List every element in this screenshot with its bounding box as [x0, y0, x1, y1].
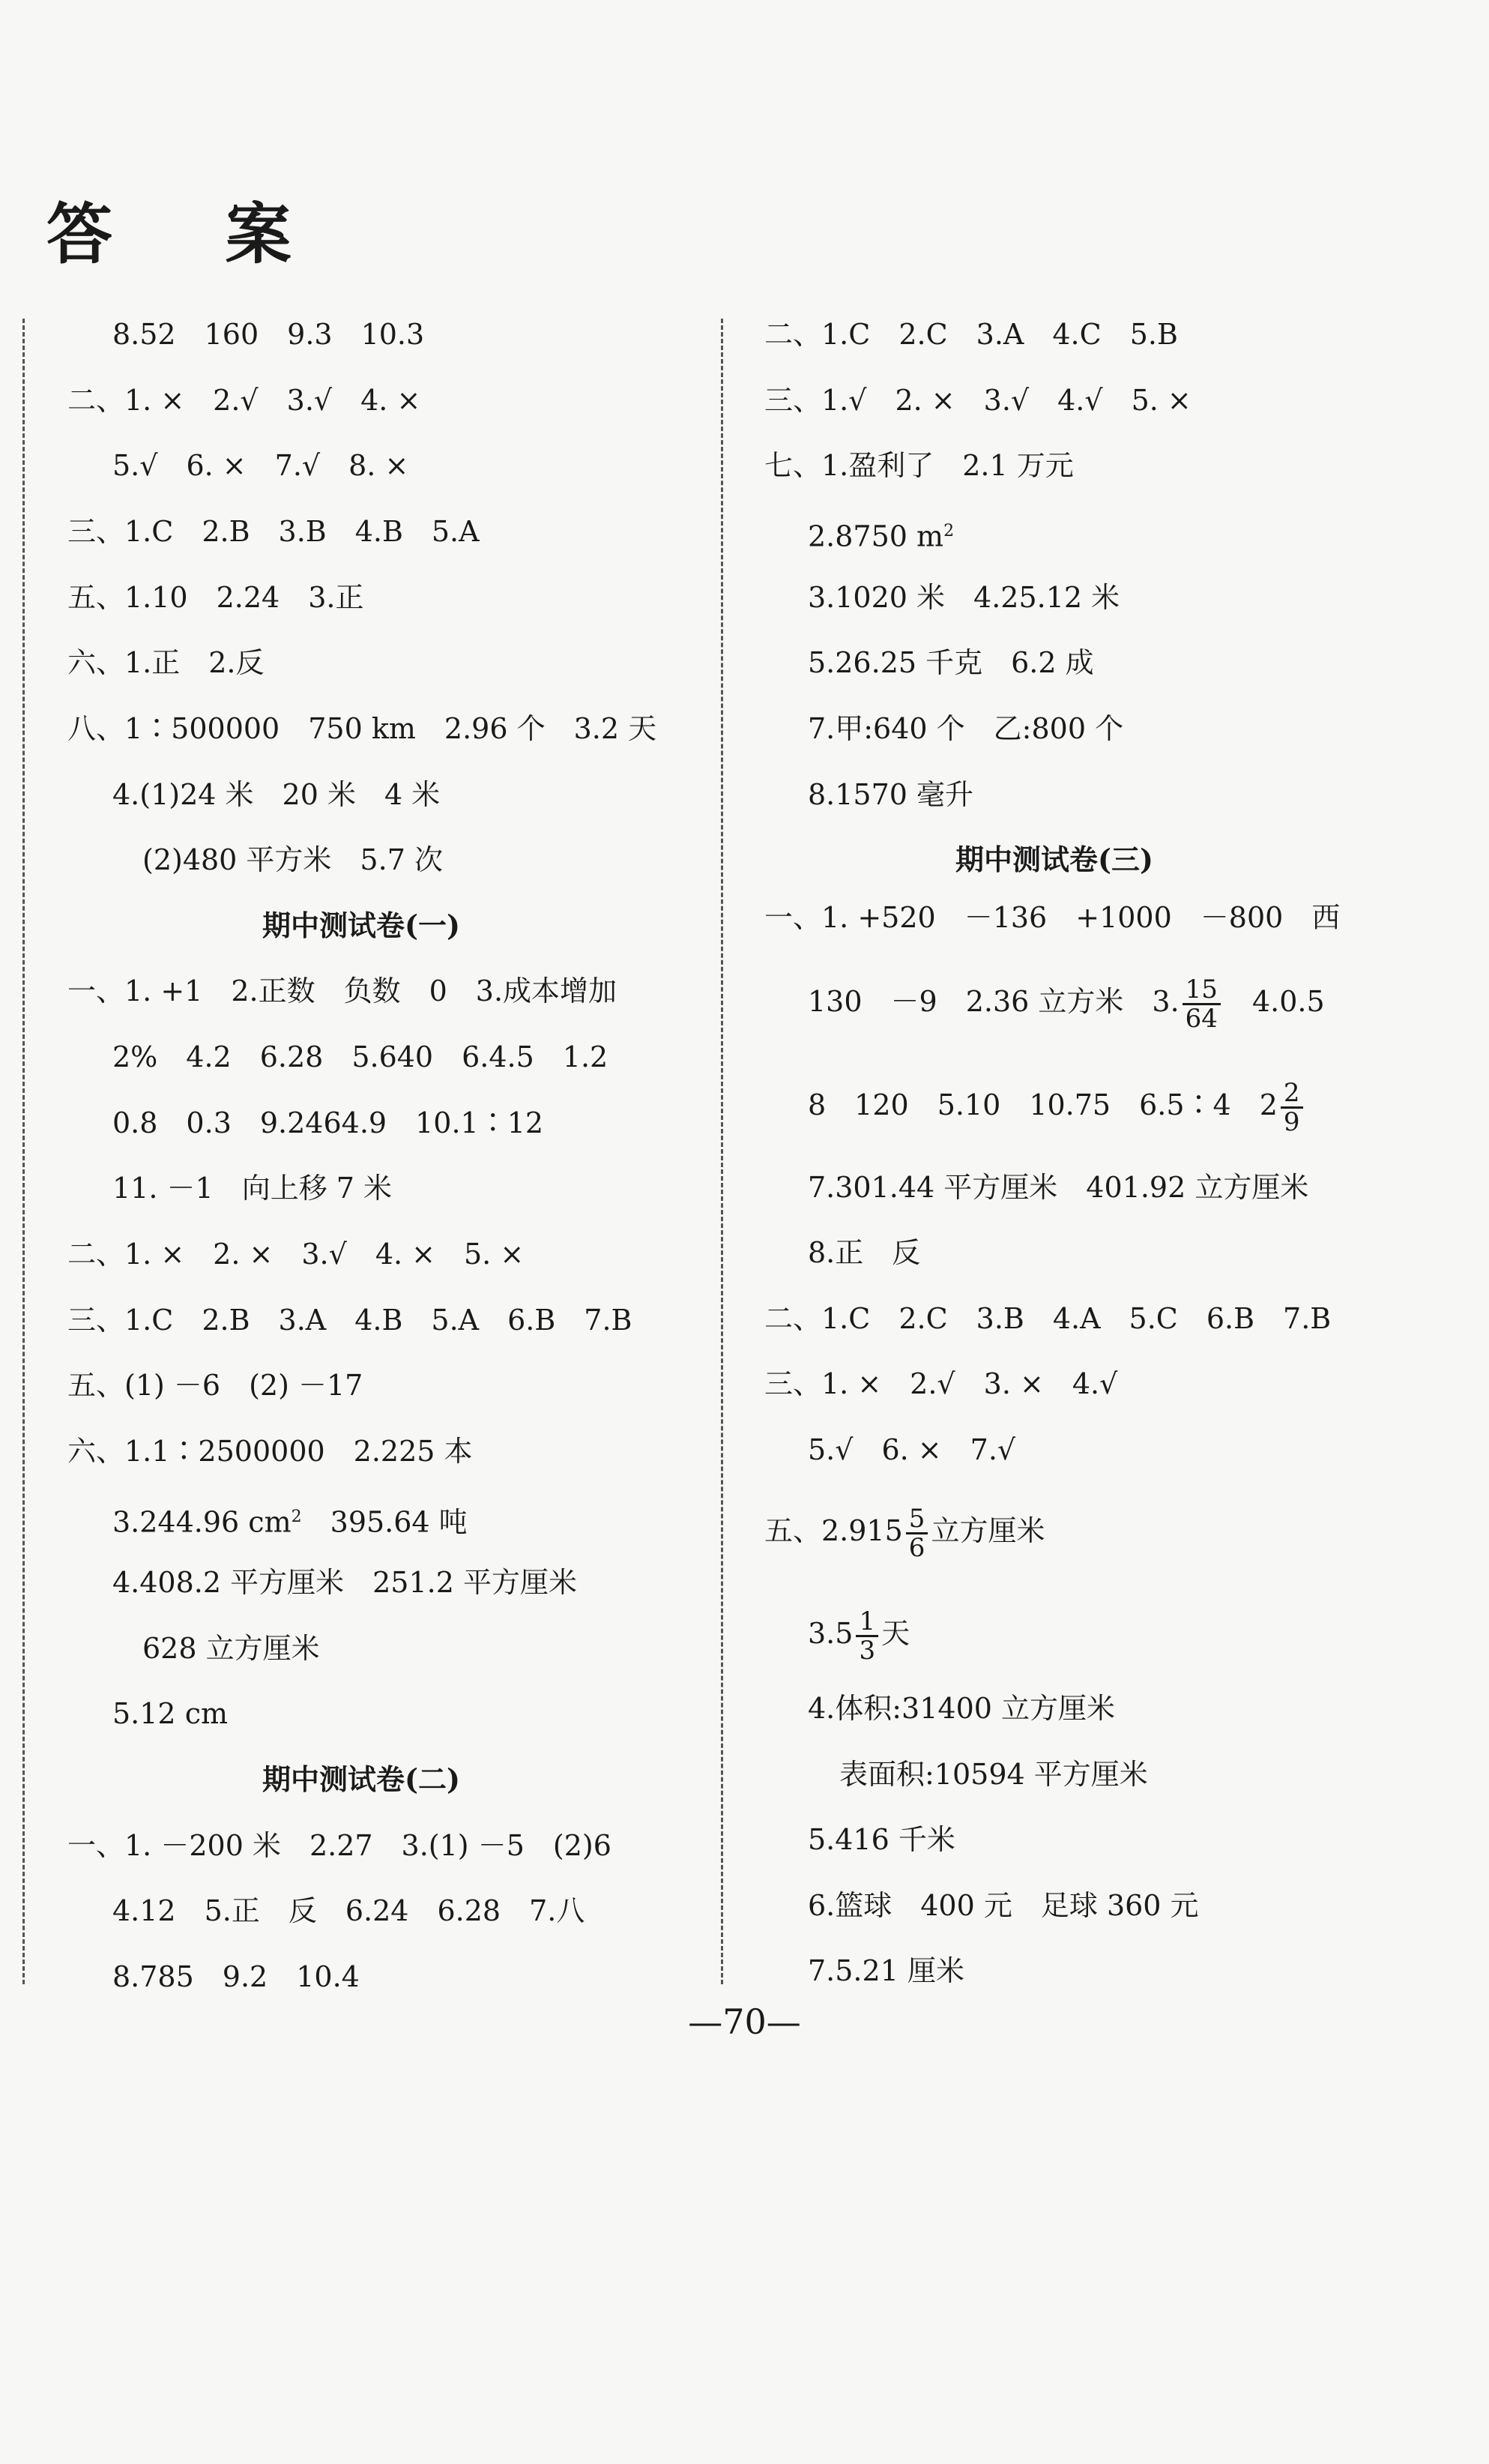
answer-line: [808, 976, 1325, 1032]
answer-line: [808, 513, 954, 555]
answer-text: 8 120 5.10 10.75 6.5∶4 2: [808, 1088, 1278, 1121]
section-heading: 期中测试卷(三): [955, 843, 1153, 876]
answer-text: 五、2.915: [764, 1514, 903, 1547]
answer-text: 4.0.5: [1251, 985, 1325, 1018]
fraction: [1183, 976, 1221, 1032]
answer-text: 3.5: [808, 1617, 854, 1650]
answer-line: 五、1.10 2.24 3.正: [67, 581, 364, 614]
fraction: [856, 1608, 878, 1664]
fraction-denominator: 6: [908, 1533, 925, 1563]
left-margin-divider: [22, 319, 25, 1984]
answer-line: 一、1. +520 －136 +1000 －800 西: [764, 901, 1341, 934]
answer-line: 一、1. －200 米 2.27 3.(1) －5 (2)6: [67, 1829, 611, 1862]
answer-text: 130 －9 2.36 立方米 3.: [808, 985, 1180, 1018]
answer-line: 三、1.C 2.B 3.B 4.B 5.A: [67, 515, 480, 548]
answer-line: 五、(1) －6 (2) －17: [67, 1369, 363, 1402]
answer-line: [808, 1608, 910, 1664]
answer-line: 3.1020 米 4.25.12 米: [808, 581, 1120, 614]
answer-line: 二、1. × 2. × 3.√ 4. × 5. ×: [67, 1238, 525, 1271]
answer-line: 二、1. × 2.√ 3.√ 4. ×: [67, 384, 421, 417]
answer-line: 8.785 9.2 10.4: [112, 1960, 360, 1993]
answer-line: 2% 4.2 6.28 5.640 6.4.5 1.2: [112, 1040, 608, 1073]
answer-line: 5.12 cm: [112, 1697, 229, 1730]
answer-line: 三、1.√ 2. × 3.√ 4.√ 5. ×: [764, 384, 1191, 417]
answer-line: 七、1.盈利了 2.1 万元: [764, 449, 1074, 482]
answer-line: 5.√ 6. × 7.√: [808, 1433, 1016, 1466]
page-title: 答 案: [46, 195, 336, 273]
answer-line: 4.408.2 平方厘米 251.2 平方厘米: [112, 1566, 577, 1599]
answer-line: 4.体积:31400 立方厘米: [808, 1692, 1116, 1725]
answer-line: 二、1.C 2.C 3.B 4.A 5.C 6.B 7.B: [764, 1302, 1332, 1335]
answer-line: 0.8 0.3 9.2464.9 10.1∶12: [112, 1106, 544, 1139]
answer-line: 三、1.C 2.B 3.A 4.B 5.A 6.B 7.B: [67, 1304, 632, 1337]
fraction-denominator: 64: [1185, 1004, 1218, 1034]
answer-line: 二、1.C 2.C 3.A 4.C 5.B: [764, 318, 1178, 351]
fraction: [1281, 1079, 1303, 1136]
answer-line: 5.416 千米: [808, 1823, 955, 1856]
fraction-numerator: 2: [1281, 1079, 1303, 1109]
answer-line: 三、1. × 2.√ 3. × 4.√: [764, 1367, 1118, 1400]
answer-line: [112, 1499, 468, 1540]
answer-text: 立方厘米: [931, 1514, 1045, 1547]
answer-line: 4.(1)24 米 20 米 4 米: [112, 778, 441, 811]
answer-line: 8.正 反: [808, 1236, 921, 1269]
answer-line: 六、1.正 2.反: [67, 646, 265, 679]
fraction-numerator: 5: [906, 1505, 928, 1534]
answer-line: 八、1∶500000 750 km 2.96 个 3.2 天: [67, 712, 657, 745]
answer-text: 2.8750 m: [808, 519, 944, 553]
fraction-denominator: 9: [1283, 1107, 1300, 1137]
section-heading: 期中测试卷(一): [262, 909, 460, 942]
fraction-numerator: 1: [856, 1608, 878, 1637]
answer-line: 7.甲:640 个 乙:800 个: [808, 712, 1124, 745]
answer-text: 395.64 吨: [330, 1505, 468, 1539]
column-divider: [721, 319, 723, 1984]
fraction: [906, 1505, 928, 1561]
answer-text: 天: [881, 1617, 910, 1650]
answer-line: 5.√ 6. × 7.√ 8. ×: [112, 449, 409, 482]
answer-line: 7.5.21 厘米: [808, 1954, 964, 1987]
answer-line: 一、1. +1 2.正数 负数 0 3.成本增加: [67, 975, 617, 1007]
answer-line: (2)480 平方米 5.7 次: [142, 843, 443, 876]
answer-line: 表面积:10594 平方厘米: [839, 1758, 1148, 1791]
answer-line: 628 立方厘米: [142, 1632, 320, 1665]
fraction-numerator: 15: [1183, 976, 1221, 1005]
answer-line: 5.26.25 千克 6.2 成: [808, 646, 1094, 679]
answer-line: [764, 1505, 1045, 1561]
answer-line: 11. －1 向上移 7 米: [112, 1172, 393, 1205]
superscript: 2: [943, 522, 955, 540]
answer-line: 8.52 160 9.3 10.3: [112, 318, 425, 351]
fraction-denominator: 3: [859, 1636, 876, 1666]
answer-line: 7.301.44 平方厘米 401.92 立方厘米: [808, 1171, 1309, 1204]
answer-line: 8.1570 毫升: [808, 778, 974, 811]
section-heading: 期中测试卷(二): [262, 1762, 460, 1796]
page-number: —70—: [688, 2001, 801, 2042]
answer-line: 4.12 5.正 反 6.24 6.28 7.八: [112, 1894, 585, 1927]
answer-text: 3.244.96 cm: [112, 1505, 292, 1539]
superscript: 2: [291, 1507, 302, 1526]
answer-line: [808, 1079, 1306, 1136]
answer-line: 六、1.1∶2500000 2.225 本: [67, 1435, 473, 1468]
answer-line: 6.篮球 400 元 足球 360 元: [808, 1889, 1199, 1922]
